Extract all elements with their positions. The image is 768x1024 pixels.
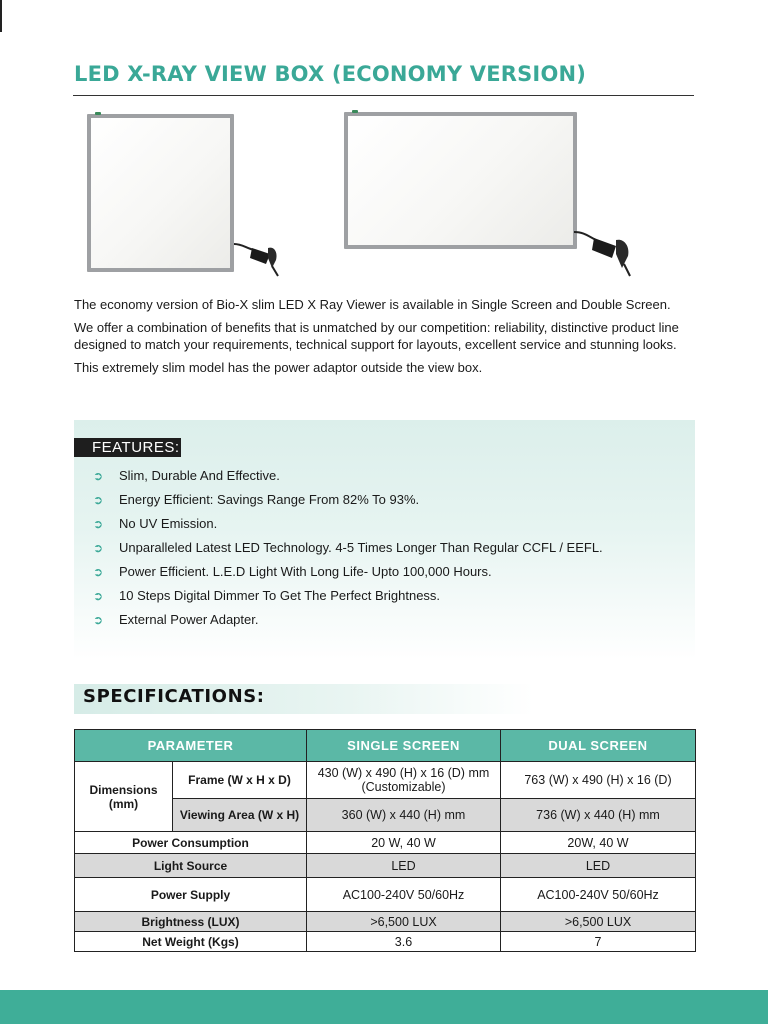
dual-value: AC100-240V 50/60Hz [501, 878, 696, 912]
viewing-single-value: 360 (W) x 440 (H) mm [307, 799, 501, 832]
table-row [75, 912, 696, 932]
arrow-bullet-icon: ➲ [93, 517, 104, 531]
feature-item [93, 587, 603, 611]
row-label: Power Supply [75, 878, 307, 912]
table-row [75, 762, 696, 799]
feature-item [93, 611, 603, 635]
table-row [75, 832, 696, 854]
features-heading: FEATURES: [74, 438, 181, 457]
intro-text [74, 296, 696, 382]
table-row [75, 878, 696, 912]
corner-crop-mark [0, 0, 2, 32]
arrow-bullet-icon: ➲ [93, 493, 104, 507]
single-value: LED [307, 854, 501, 878]
arrow-bullet-icon: ➲ [93, 613, 104, 627]
feature-item [93, 515, 603, 539]
dual-value: 7 [501, 932, 696, 952]
row-label: Net Weight (Kgs) [75, 932, 307, 952]
dual-value: >6,500 LUX [501, 912, 696, 932]
frame-label: Frame (W x H x D) [173, 762, 307, 799]
arrow-bullet-icon: ➲ [93, 565, 104, 579]
dual-value: LED [501, 854, 696, 878]
title-divider [73, 95, 694, 96]
feature-item [93, 539, 603, 563]
intro-paragraph: This extremely slim model has the power adaptor outside the view box. [74, 360, 483, 375]
viewing-dual-value: 736 (W) x 440 (H) mm [501, 799, 696, 832]
row-label: Brightness (LUX) [75, 912, 307, 932]
power-adapter-icon [572, 228, 632, 278]
single-screen-viewer-image [87, 112, 282, 277]
features-list [93, 467, 603, 635]
dimensions-label: Dimensions (mm) [75, 762, 173, 832]
feature-item [93, 563, 603, 587]
specifications-table [74, 729, 696, 952]
feature-text: Power Efficient. L.E.D Light With Long Life- Upto 100,000 Hours. [119, 564, 492, 579]
feature-text: Slim, Durable And Effective. [119, 468, 280, 483]
single-value: >6,500 LUX [307, 912, 501, 932]
feature-item [93, 491, 603, 515]
feature-text: 10 Steps Digital Dimmer To Get The Perfect Brightness. [119, 588, 441, 603]
feature-text: No UV Emission. [119, 516, 218, 531]
footer-band [0, 990, 768, 1024]
arrow-bullet-icon: ➲ [93, 541, 104, 555]
row-label: Power Consumption [75, 832, 307, 854]
dual-screen-viewer-image [344, 110, 634, 278]
frame-single-value: 430 (W) x 490 (H) x 16 (D) mm (Customizable) [307, 762, 501, 799]
dual-value: 20W, 40 W [501, 832, 696, 854]
intro-paragraph: The economy version of Bio-X slim LED X Ray Viewer is available in Single Screen and Double Screen. [74, 297, 671, 312]
table-row [75, 854, 696, 878]
single-value: AC100-240V 50/60Hz [307, 878, 501, 912]
header-parameter: PARAMETER [75, 730, 307, 762]
page-title: LED X-RAY VIEW BOX (ECONOMY VERSION) [74, 62, 587, 86]
feature-text: Unparalleled Latest LED Technology. 4-5 Times Longer Than Regular CCFL / EEFL. [119, 540, 603, 555]
arrow-bullet-icon: ➲ [93, 469, 104, 483]
intro-paragraph: We offer a combination of benefits that is unmatched by our competition: reliability, distinctive product line designed to match your requirements, technical support for layouts, excellent service and stunning looks. [74, 320, 679, 352]
single-value: 20 W, 40 W [307, 832, 501, 854]
arrow-bullet-icon: ➲ [93, 589, 104, 603]
feature-item [93, 467, 603, 491]
power-adapter-icon [232, 238, 282, 278]
frame-dual-value: 763 (W) x 490 (H) x 16 (D) [501, 762, 696, 799]
specifications-heading: SPECIFICATIONS: [83, 686, 265, 707]
feature-text: External Power Adapter. [119, 612, 259, 627]
header-dual-screen: DUAL SCREEN [501, 730, 696, 762]
row-label: Light Source [75, 854, 307, 878]
table-row [75, 932, 696, 952]
header-single-screen: SINGLE SCREEN [307, 730, 501, 762]
viewing-area-label: Viewing Area (W x H) [173, 799, 307, 832]
single-value: 3.6 [307, 932, 501, 952]
table-header-row [75, 730, 696, 762]
feature-text: Energy Efficient: Savings Range From 82% To 93%. [119, 492, 420, 507]
